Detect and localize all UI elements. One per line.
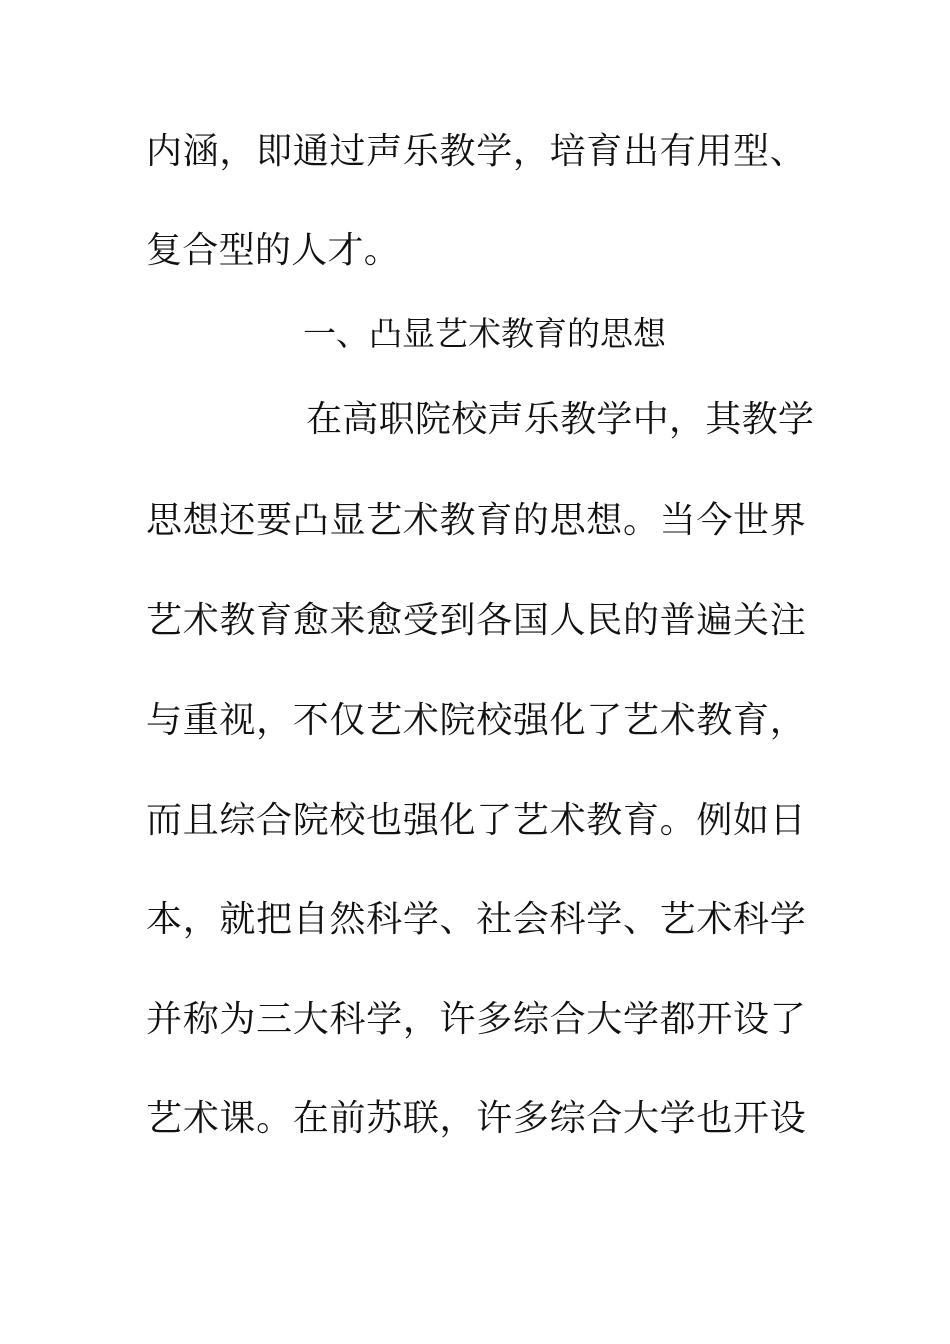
text-line-2: 复合型的人才。 — [146, 230, 401, 271]
paragraph-line-8: 艺术课。在前苏联，许多综合大学也开设 — [146, 1098, 806, 1139]
paragraph-line-4: 与重视，不仅艺术院校强化了艺术教育， — [146, 700, 806, 741]
paragraph-line-1: 在高职院校声乐教学中，其教学 — [306, 399, 815, 440]
paragraph-line-5: 而且综合院校也强化了艺术教育。例如日 — [146, 800, 806, 841]
paragraph-line-6: 本，就把自然科学、社会科学、艺术科学 — [146, 899, 806, 940]
section-heading: 一、凸显艺术教育的思想 — [303, 314, 666, 353]
paragraph-line-3: 艺术教育愈来愈受到各国人民的普遍关注 — [146, 600, 806, 641]
paragraph-line-7: 并称为三大科学，许多综合大学都开设了 — [146, 999, 806, 1040]
text-line-1: 内涵，即通过声乐教学，培育出有用型、 — [146, 131, 806, 172]
paragraph-line-2: 思想还要凸显艺术教育的思想。当今世界 — [146, 500, 806, 541]
